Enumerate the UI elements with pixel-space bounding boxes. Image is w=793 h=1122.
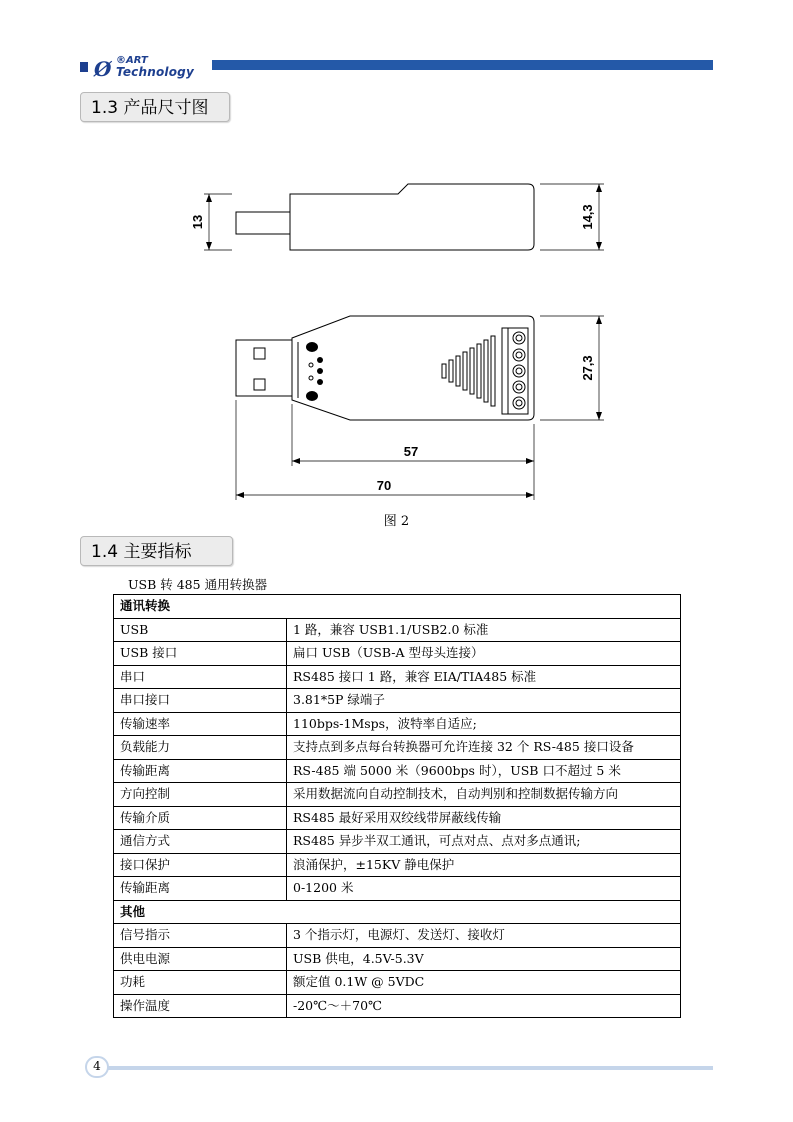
spec-value: 3 个指示灯，电源灯、发送灯、接收灯 <box>287 924 681 948</box>
logo-technology-text: Technology <box>116 65 194 79</box>
section-title-specs: 1.4 主要指标 <box>80 536 233 566</box>
table-row <box>114 618 681 642</box>
led-indicators <box>306 342 323 401</box>
spec-label: 供电电源 <box>114 947 287 971</box>
dim-27-3-label: 27,3 <box>580 355 595 381</box>
spec-value: 浪涌保护，±15KV 静电保护 <box>287 853 681 877</box>
logo-art-text: ®ART <box>116 55 148 66</box>
table-row <box>114 924 681 948</box>
table-row <box>114 830 681 854</box>
table-row <box>114 712 681 736</box>
spec-value: 支持点到多点每台转换器可允许连接 32 个 RS-485 接口设备 <box>287 736 681 760</box>
spec-label: 传输速率 <box>114 712 287 736</box>
table-row <box>114 877 681 901</box>
table-row <box>114 994 681 1018</box>
table-group-header: 其他 <box>114 900 681 924</box>
table-row <box>114 759 681 783</box>
spec-label: 传输距离 <box>114 759 287 783</box>
spec-label: 串口 <box>114 665 287 689</box>
spec-value: -20℃～＋70℃ <box>287 994 681 1018</box>
spec-label: 负载能力 <box>114 736 287 760</box>
dim-57-label: 57 <box>403 444 419 459</box>
figure-caption: 图 2 <box>383 514 410 529</box>
spec-label: USB <box>114 618 287 642</box>
table-caption: USB 转 485 通用转换器 <box>128 577 268 592</box>
spec-value: RS485 最好采用双绞线带屏蔽线传输 <box>287 806 681 830</box>
spec-value: 1 路，兼容 USB1.1/USB2.0 标准 <box>287 618 681 642</box>
table-row <box>114 642 681 666</box>
dim-13-label: 13 <box>190 214 205 230</box>
spec-value: RS-485 端 5000 米（9600bps 时），USB 口不超过 5 米 <box>287 759 681 783</box>
spec-label: 信号指示 <box>114 924 287 948</box>
spec-label: 功耗 <box>114 971 287 995</box>
section-title-dimensions: 1.3 产品尺寸图 <box>80 92 230 122</box>
vent-slots <box>442 336 495 406</box>
dim-70-label: 70 <box>376 478 392 493</box>
spec-value: USB 供电，4.5V-5.3V <box>287 947 681 971</box>
dimension-drawing <box>0 0 793 520</box>
side-usb-plug <box>236 212 290 234</box>
table-row <box>114 736 681 760</box>
table-row <box>114 806 681 830</box>
dim-14-3-label: 14,3 <box>580 204 595 230</box>
spec-value: 110bps-1Msps，波特率自适应; <box>287 712 681 736</box>
spec-label: 方向控制 <box>114 783 287 807</box>
spec-label: 传输介质 <box>114 806 287 830</box>
spec-value: 采用数据流向自动控制技术，自动判别和控制数据传输方向 <box>287 783 681 807</box>
table-row <box>114 783 681 807</box>
table-group-header: 通讯转换 <box>114 595 681 619</box>
usb-slot-2 <box>254 379 265 390</box>
table-row <box>114 689 681 713</box>
spec-label: 通信方式 <box>114 830 287 854</box>
side-body <box>290 184 534 250</box>
spec-value: RS485 异步半双工通讯，可点对点、点对多点通讯; <box>287 830 681 854</box>
terminal-screws <box>513 332 525 409</box>
table-row <box>114 665 681 689</box>
table-row <box>114 971 681 995</box>
spec-value: 3.81*5P 绿端子 <box>287 689 681 713</box>
table-group-row <box>114 595 681 619</box>
spec-value: RS485 接口 1 路，兼容 EIA/TIA485 标准 <box>287 665 681 689</box>
spec-table <box>113 594 681 1018</box>
logo-mark: Ø <box>94 57 112 81</box>
usb-slot-1 <box>254 348 265 359</box>
table-row <box>114 947 681 971</box>
page-number: 4 <box>93 1059 101 1073</box>
spec-label: 串口接口 <box>114 689 287 713</box>
spec-value: 扁口 USB（USB-A 型母头连接） <box>287 642 681 666</box>
spec-label: 传输距离 <box>114 877 287 901</box>
footer-line <box>98 1066 713 1070</box>
spec-value: 额定值 0.1W @ 5VDC <box>287 971 681 995</box>
table-group-row <box>114 900 681 924</box>
top-body <box>292 316 534 420</box>
spec-label: 接口保护 <box>114 853 287 877</box>
spec-label: 操作温度 <box>114 994 287 1018</box>
spec-label: USB 接口 <box>114 642 287 666</box>
spec-value: 0-1200 米 <box>287 877 681 901</box>
table-row <box>114 853 681 877</box>
